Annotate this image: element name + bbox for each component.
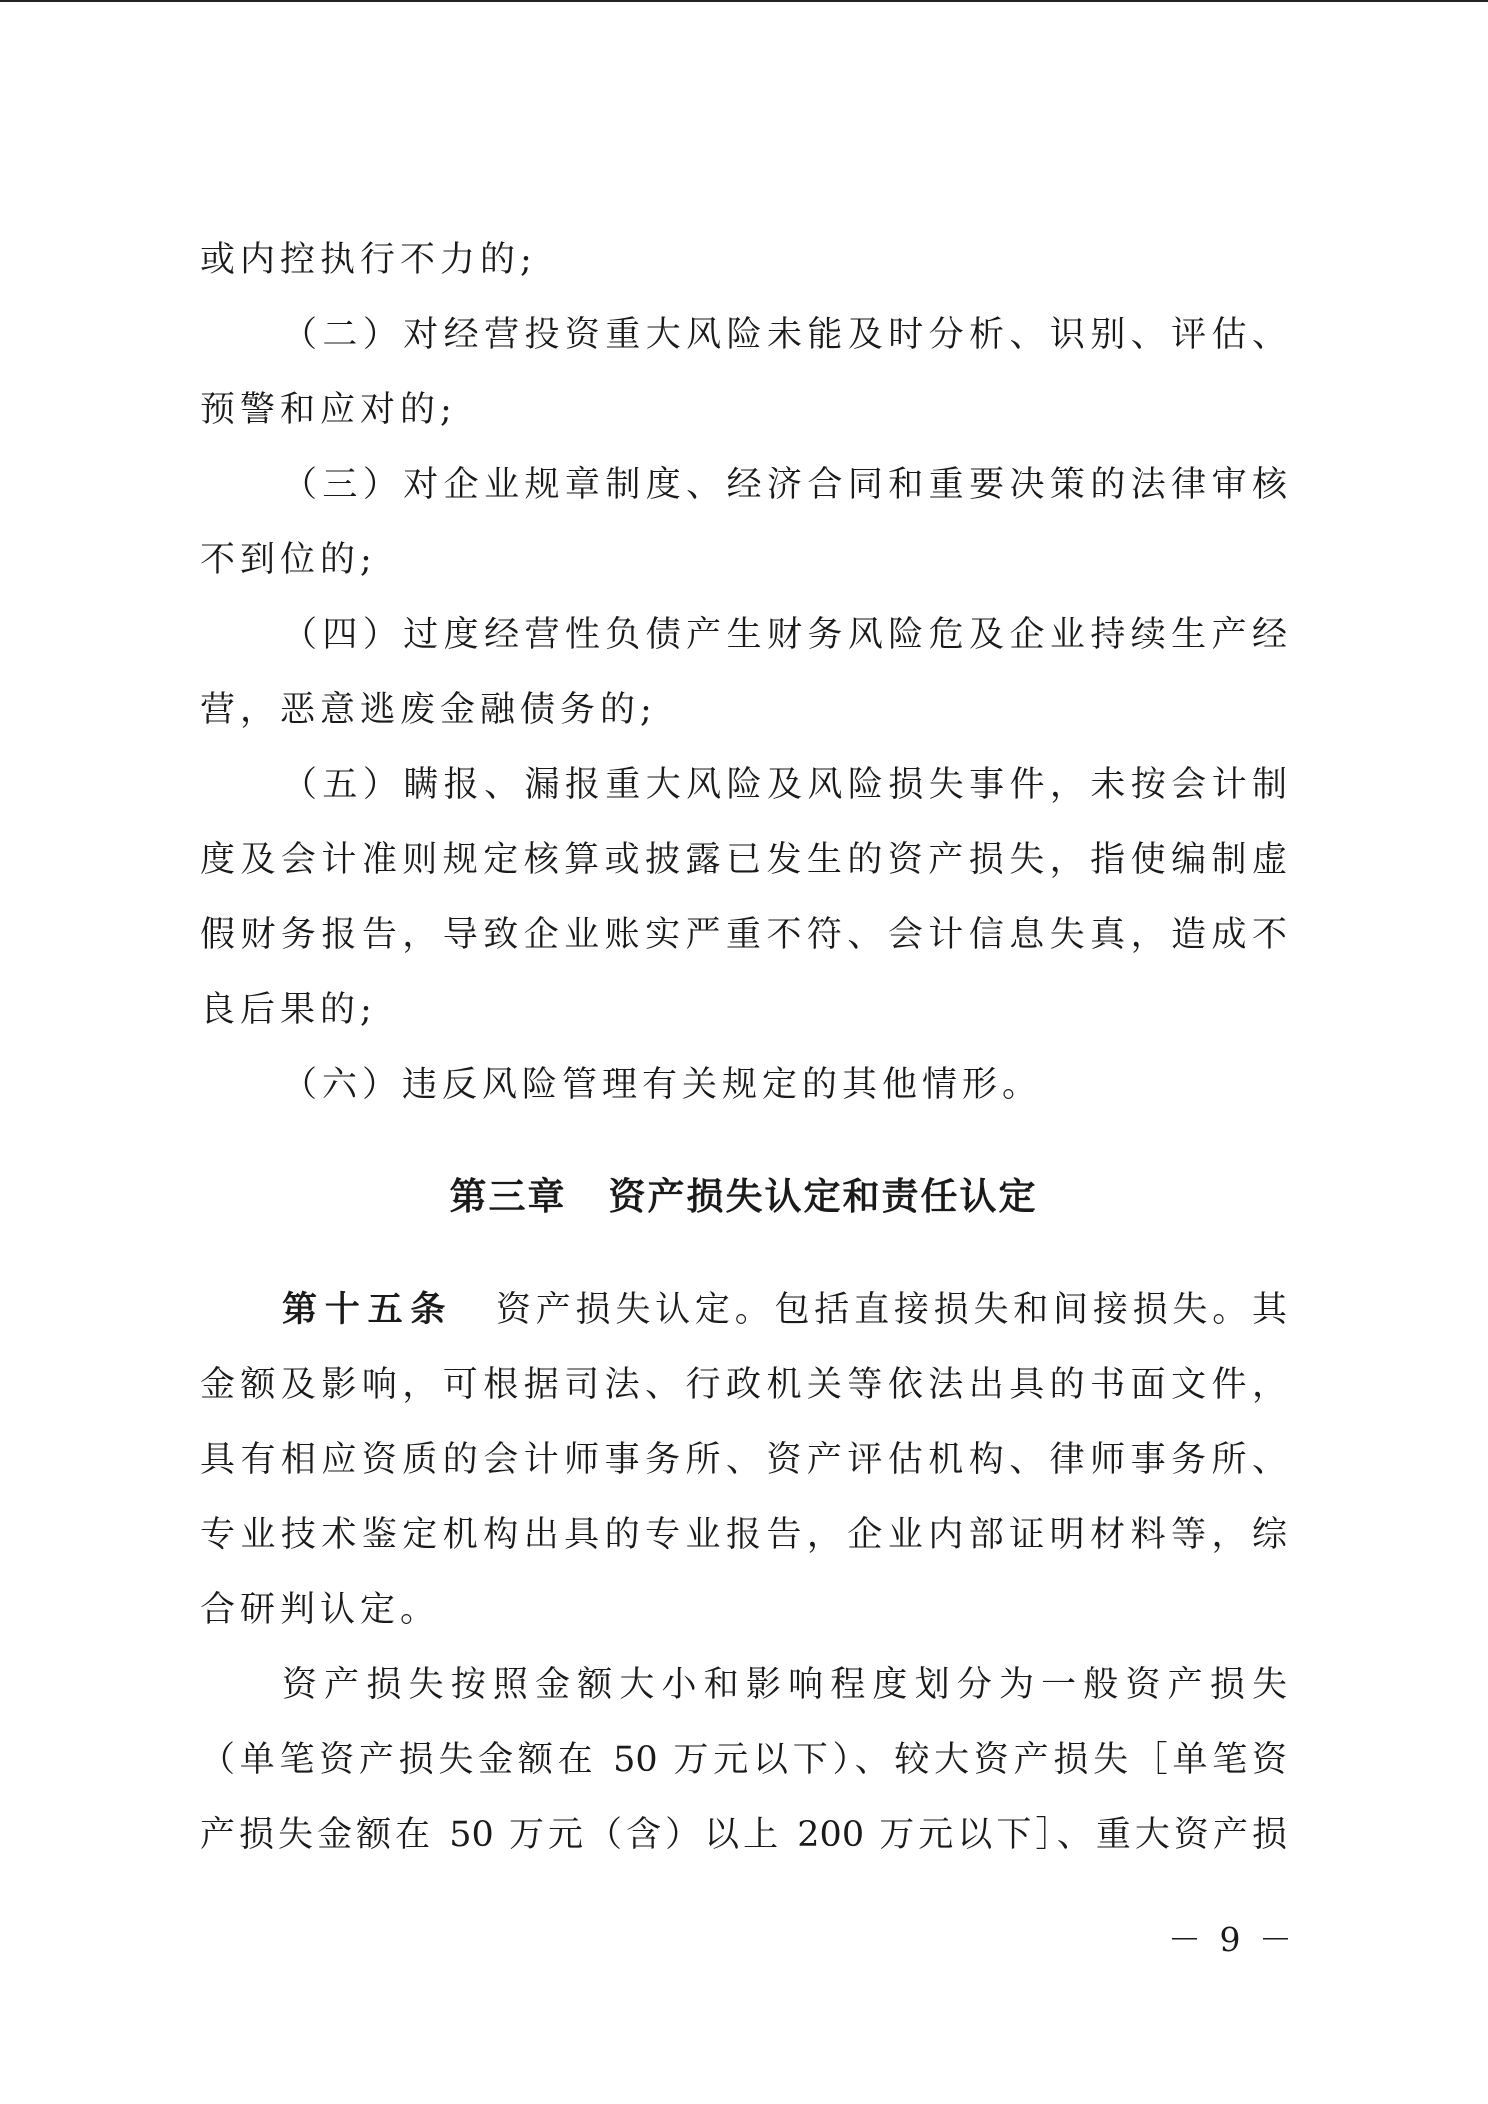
paragraph-line: （三）对企业规章制度、经济合同和重要决策的法律审核 — [282, 465, 1287, 505]
paragraph-line: 假财务报告，导致企业账实严重不符、会计信息失真，造成不 — [200, 915, 1287, 955]
article-first-line — [282, 1290, 1287, 1330]
paragraph-line: （四）过度经营性负债产生财务风险危及企业持续生产经 — [282, 615, 1287, 655]
paragraph-line: 具有相应资质的会计师事务所、资产评估机构、律师事务所、 — [200, 1440, 1287, 1480]
paragraph-line: 合研判认定。 — [200, 1590, 441, 1630]
paragraph-line: （单笔资产损失金额在 50 万元以下）、较大资产损失［单笔资 — [200, 1740, 1287, 1780]
paragraph-line: 预警和应对的; — [200, 390, 457, 430]
paragraph-line: （五）瞒报、漏报重大风险及风险损失事件，未按会计制 — [282, 765, 1287, 805]
top-border-line — [0, 0, 1488, 2]
paragraph-line: （六）违反风险管理有关规定的其他情形。 — [282, 1065, 1043, 1105]
paragraph-line: 资产损失按照金额大小和影响程度划分为一般资产损失 — [282, 1665, 1287, 1705]
page-number: － 9 － — [1168, 1920, 1296, 1959]
paragraph-line: 营，恶意逃废金融债务的; — [200, 690, 657, 730]
article-heading: 第十五条 — [282, 1290, 454, 1330]
chapter-title: 资产损失认定和责任认定 — [608, 1175, 1038, 1218]
article-text: 资产损失认定。包括直接损失和间接损失。其 — [491, 1290, 1287, 1330]
paragraph-line: 良后果的; — [200, 990, 377, 1030]
chapter-number: 第三章 — [449, 1175, 567, 1218]
paragraph-line: 产损失金额在 50 万元（含）以上 200 万元以下］、重大资产损 — [200, 1815, 1287, 1855]
paragraph-line: 或内控执行不力的; — [200, 240, 537, 280]
chapter-heading — [200, 1177, 1287, 1217]
paragraph-line: 金额及影响，可根据司法、行政机关等依法出具的书面文件， — [200, 1365, 1287, 1405]
paragraph-line: 不到位的; — [200, 540, 377, 580]
paragraph-line: 度及会计准则规定核算或披露已发生的资产损失，指使编制虚 — [200, 840, 1287, 880]
paragraph-line: （二）对经营投资重大风险未能及时分析、识别、评估、 — [282, 315, 1287, 355]
paragraph-line: 专业技术鉴定机构出具的专业报告，企业内部证明材料等，综 — [200, 1515, 1287, 1555]
